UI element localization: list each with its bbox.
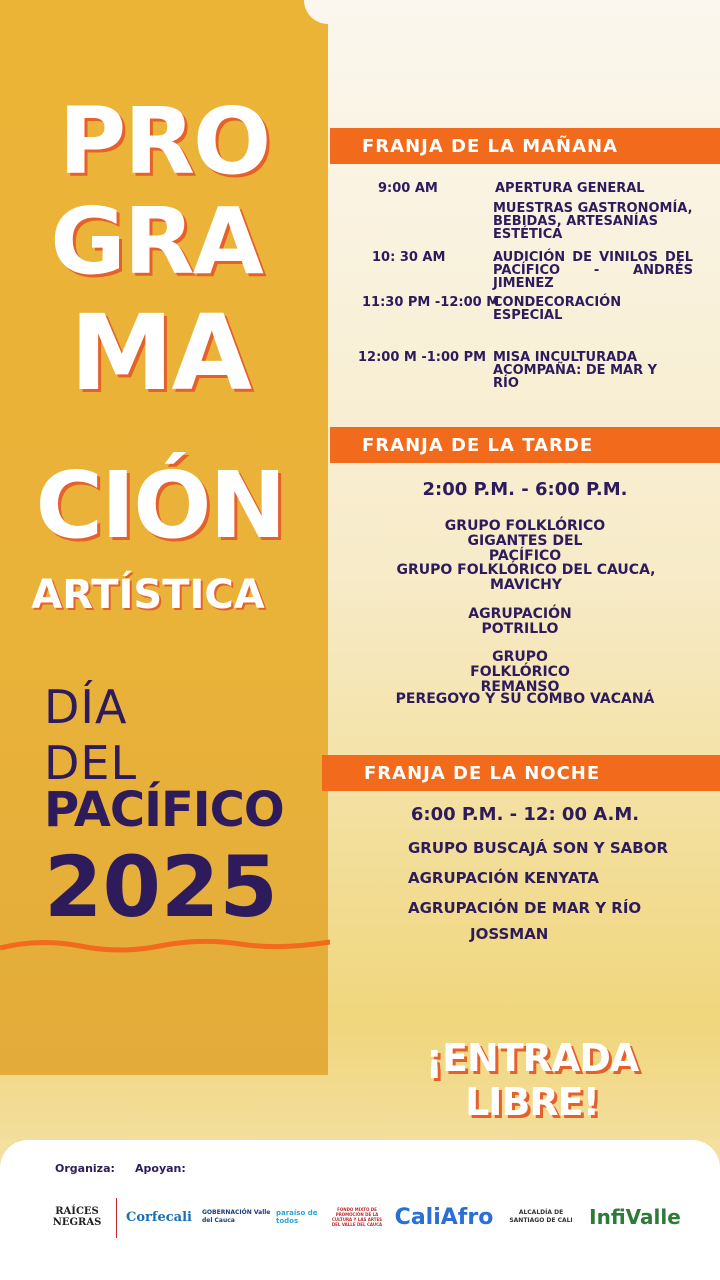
fondo-mixto-logo (328, 1192, 386, 1242)
band-afternoon: FRANJA DE LA TARDE (330, 427, 720, 463)
raices-negras-logo-text: RAÍCES NEGRAS (52, 1206, 102, 1228)
alcaldia-logo-text: ALCALDÍA DE SANTIAGO DE CALI (509, 1209, 573, 1224)
afternoon-act-3: AGRUPACIÓN POTRILLO (468, 606, 572, 637)
alcaldia-cali-logo (508, 1192, 574, 1242)
corfecali-logo (122, 1192, 196, 1242)
title-line-gra: GRA (50, 188, 262, 295)
title-line-cion: CIÓN (35, 452, 285, 559)
night-act-2: AGRUPACIÓN KENYATA (408, 869, 599, 887)
caliafro-logo (390, 1192, 498, 1242)
subtitle-year: 2025 (44, 838, 278, 936)
afternoon-act-2: GRUPO FOLKLÓRICO DEL CAUCA, MAVICHY (396, 562, 656, 593)
footer-divider (116, 1198, 117, 1238)
morning-time-4: 11:30 PM -12:00 M (362, 295, 500, 310)
title-line-ma: MA (70, 292, 250, 414)
morning-desc-5: MISA INCULTURADA ACOMPAÑA: DE MAR Y RÍO (493, 350, 658, 391)
subtitle-pacifico: PACÍFICO (44, 782, 284, 838)
morning-desc-1: APERTURA GENERAL (495, 181, 645, 196)
title-line-pro: PRO (58, 88, 270, 195)
morning-desc-2: MUESTRAS GASTRONOMÍA, BEBIDAS, ARTESANÍAS ESTÉTICA (493, 201, 693, 242)
decorative-wave-icon (0, 930, 330, 960)
gobernacion-valle-logo (202, 1192, 272, 1242)
band-night: FRANJA DE LA NOCHE (322, 755, 720, 791)
afternoon-time-range: 2:00 P.M. - 6:00 P.M. (422, 479, 628, 500)
raices-negras-logo (44, 1192, 110, 1242)
morning-time-3: 10: 30 AM (372, 250, 446, 265)
fondo-mixto-logo-text: FONDO MIXTO DE PROMOCIÓN DE LA CULTURA Y LAS ARTES DEL VALLE DEL CAUCA (331, 1207, 383, 1227)
caliafro-logo-text: CaliAfro (394, 1204, 494, 1230)
paraiso-logo (276, 1192, 320, 1242)
afternoon-act-4: GRUPO FOLKLÓRICO REMANSO (470, 649, 570, 695)
free-entry-banner: ¡ENTRADA LIBRE! (425, 1036, 639, 1124)
infivalle-logo (580, 1192, 690, 1242)
organiza-label: Organiza: (55, 1162, 115, 1175)
corfecali-logo-text: Corfecali (126, 1209, 192, 1225)
title-line-artistica: ARTÍSTICA (31, 572, 265, 618)
morning-time-5: 12:00 M -1:00 PM (358, 350, 487, 365)
morning-time-1: 9:00 AM (378, 181, 438, 196)
morning-desc-4: CONDECORACIÓN ESPECIAL (493, 295, 622, 323)
night-time-range: 6:00 P.M. - 12: 00 A.M. (410, 804, 640, 825)
night-act-4: JOSSMAN (470, 925, 549, 943)
subtitle-dia: DÍA (44, 680, 128, 734)
afternoon-act-5: PEREGOYO Y SU COMBO VACANÁ (395, 691, 655, 707)
night-act-1: GRUPO BUSCAJÁ SON Y SABOR (408, 839, 669, 857)
apoyan-label: Apoyan: (135, 1162, 186, 1175)
night-act-3: AGRUPACIÓN DE MAR Y RÍO (408, 899, 642, 917)
subtitle-del: DEL (44, 736, 138, 790)
gobernacion-logo-text: GOBERNACIÓN Valle del Cauca (202, 1209, 271, 1224)
band-morning: FRANJA DE LA MAÑANA (330, 128, 720, 164)
morning-desc-3: AUDICIÓN DE VINILOS DEL PACÍFICO - ANDRÉS JIMENEZ (493, 250, 693, 291)
paraiso-logo-text: paraíso de todos (276, 1209, 318, 1225)
afternoon-act-1: GRUPO FOLKLÓRICO GIGANTES DEL PACÍFICO (444, 518, 606, 564)
infivalle-logo-text: InfiValle (589, 1205, 681, 1229)
